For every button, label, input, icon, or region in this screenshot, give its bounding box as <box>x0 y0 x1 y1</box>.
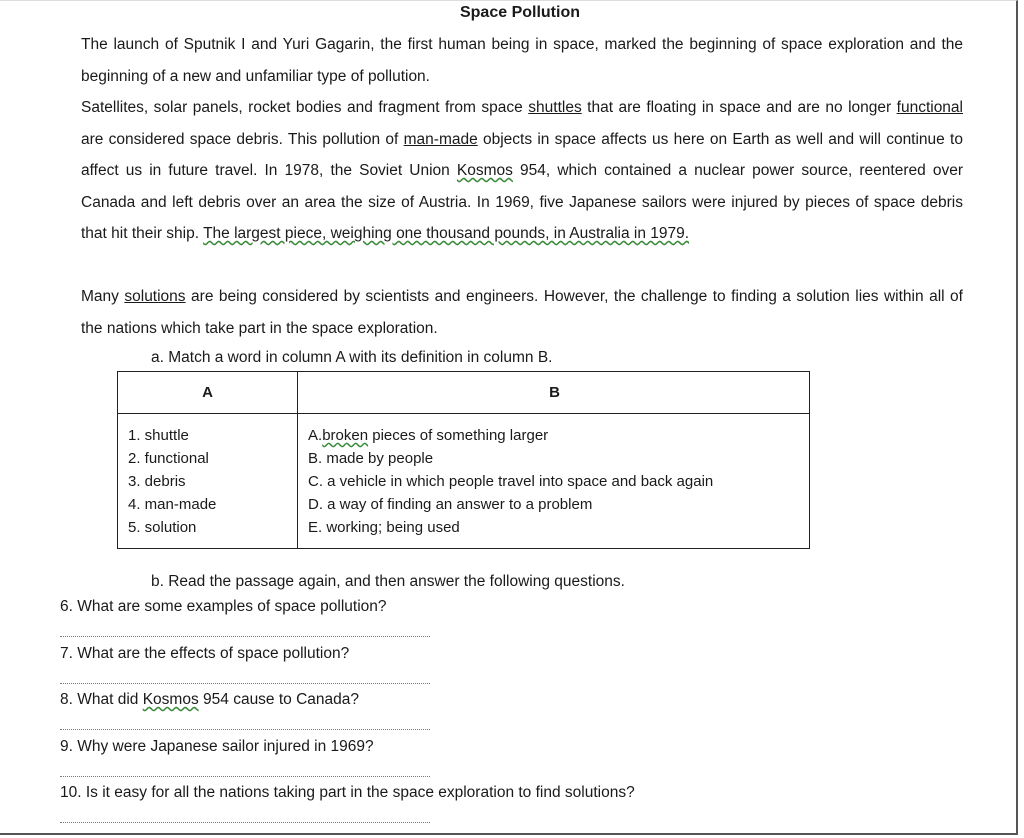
word-item: 4. man-made <box>128 496 217 513</box>
question-9: 9. Why were Japanese sailor injured in 1969? <box>60 738 374 755</box>
word-item: 2. functional <box>128 450 209 467</box>
paragraph-solutions: Many solutions are being considered by scientists and engineers. However, the challenge to finding a solution lies within all of the nations which take part in the space exploration. <box>81 288 963 337</box>
definition-item: C. a vehicle in which people travel into space and back again <box>308 473 714 490</box>
column-b-definitions <box>308 424 713 539</box>
page-title: Space Pollution <box>459 4 580 21</box>
instruction-match: a. Match a word in column A with its definition in column B. <box>151 349 553 366</box>
table-row-divider <box>118 413 809 414</box>
matching-table <box>117 371 810 549</box>
instruction-questions: b. Read the passage again, and then answer the following questions. <box>151 573 625 590</box>
word-shuttles: shuttles <box>528 99 582 116</box>
question-7: 7. What are the effects of space pollution? <box>60 645 350 662</box>
answer-line-6[interactable] <box>60 636 430 637</box>
paragraph-intro: The launch of Sputnik I and Yuri Gagarin, the first human being in space, marked the beginning of space exploration and the beginning of a new and unfamiliar type of pollution. <box>81 36 963 85</box>
word-item: 1. shuttle <box>128 427 189 444</box>
question-8: 8. What did Kosmos 954 cause to Canada? <box>60 691 360 708</box>
definition-item: B. made by people <box>308 450 434 467</box>
answer-line-10[interactable] <box>60 822 430 823</box>
question-6: 6. What are some examples of space pollution? <box>60 598 387 615</box>
column-a-words <box>128 424 216 539</box>
column-b-header: B <box>549 384 560 401</box>
paragraph-debris: Satellites, solar panels, rocket bodies and fragment from space shuttles that are floating in space and are no longer functional are considered space debris. This pollution of man-made objects in space affects us here on Earth as well and will continue to affect us in future travel. In 1978, the Soviet Union Kosmos 954, which contained a nuclear power source, reentered over Canada and left debris over an area the size of Austria. In 1969, five Japanese sailors were injured by pieces of space debris that hit their ship. The largest piece, weighing one thousand pounds, in Australia in 1979. <box>81 99 963 242</box>
definition-item: A.broken pieces of something larger <box>308 427 549 444</box>
last-sentence: The largest piece, weighing one thousand pounds, in Australia in 1979. <box>203 225 690 242</box>
question-10: 10. Is it easy for all the nations taking part in the space exploration to find solutions? <box>60 784 635 801</box>
word-functional: functional <box>896 99 963 116</box>
answer-line-7[interactable] <box>60 683 430 684</box>
answer-line-8[interactable] <box>60 729 430 730</box>
definition-item: D. a way of finding an answer to a problem <box>308 496 593 513</box>
word-item: 3. debris <box>128 473 186 490</box>
answer-line-9[interactable] <box>60 776 430 777</box>
word-solutions: solutions <box>124 288 186 305</box>
word-item: 5. solution <box>128 519 197 536</box>
word-kosmos: Kosmos <box>456 162 513 179</box>
column-a-header: A <box>202 384 213 401</box>
word-man-made: man-made <box>403 130 478 148</box>
definition-item: E. working; being used <box>308 519 460 536</box>
